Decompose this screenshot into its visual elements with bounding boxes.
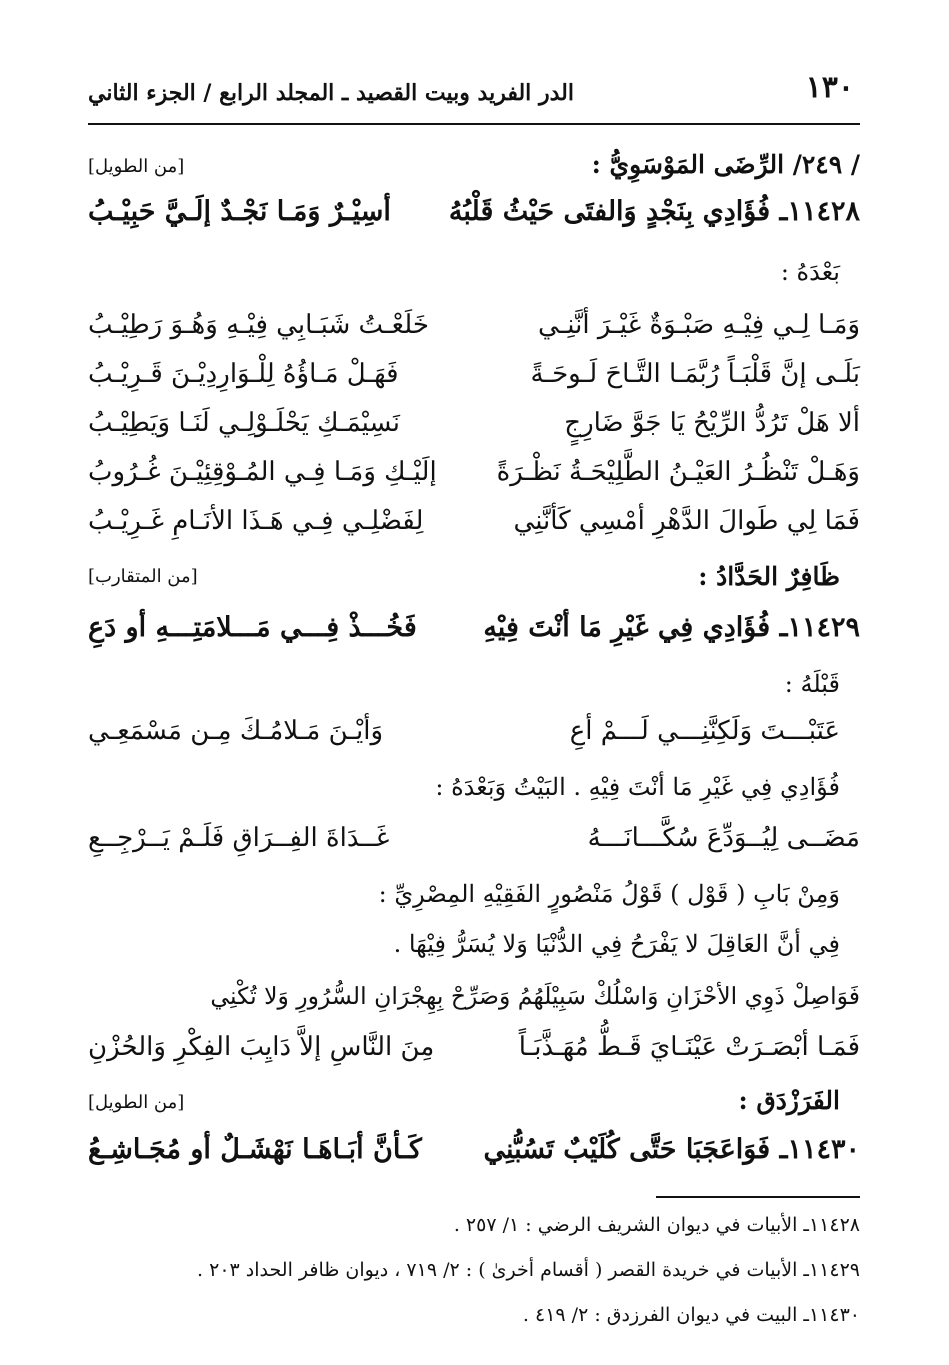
hemistich-first: ١١٤٣٠ـ فَوَاعَجَبَا حَتَّى كُلَيْبٌ تَسُبُّنِي <box>483 1134 860 1165</box>
prose-line <box>88 982 860 1022</box>
hemistich-first: ألا هَلْ تَرُدُّ الرِّيْحُ يَا جَوَّ ضَارِجٍ <box>564 408 860 438</box>
verse-line <box>88 310 860 350</box>
poet-name: ظَافِرٌ الحَدَّادُ : <box>698 562 840 591</box>
hemistich-second: أسِيْـرٌ وَمَـا نَجْـدٌ إلَـيَّ حَبِيْـبُ <box>88 196 391 227</box>
verse-line <box>88 1032 860 1072</box>
header-rule <box>88 123 860 125</box>
poet-name: / ٢٤٩/ الرِّضَى المَوْسَوِيُّ : <box>591 150 860 179</box>
hemistich-second: وَأيْـنَ مَـلامُـكَ مِـن مَسْمَعِـي <box>88 716 384 746</box>
footnote: ١١٤٣٠ـ البيت في ديوان الفرزدق : ٢/ ٤١٩ . <box>522 1304 860 1326</box>
footnote-rule <box>656 1196 860 1198</box>
hemistich-second: لِفَضْلِـي فِـي هَـذَا الأنَـامِ غَـرِيْـبُ <box>88 506 424 536</box>
footnote: ١١٤٢٩ـ الأبيات في خريدة القصر ( أقسام أخرىٰ ) : ٢/ ٧١٩ ، ديوان ظافر الحداد ٢٠٣ . <box>197 1259 860 1281</box>
verse-line <box>88 823 860 863</box>
footnote: ١١٤٢٨ـ الأبيات في ديوان الشريف الرضي : ١/ ٢٥٧ . <box>453 1214 860 1236</box>
prose-text: فِي أنَّ العَاقِلَ لا يَفْرَحُ فِي الدُّنْيَا وَلا يُسَرُّ فِيْهَا . <box>393 930 840 958</box>
verse-line <box>88 716 860 756</box>
hemistich-second: فَخُـــذْ فِـــي مَـــلامَتِـــهِ أو دَعِ <box>88 612 417 643</box>
verse-line <box>88 1134 860 1174</box>
prose-text: وَمِنْ بَابِ ( قَوْل ) قَوْلُ مَنْصُورٍ الفَقِيْهِ المِصْرِيِّ : <box>378 880 840 908</box>
label-line <box>88 670 860 710</box>
poet-heading <box>88 562 860 602</box>
hemistich-first: ١١٤٢٩ـ فُؤَادِي فِي غَيْرِ مَا أنْتَ فِيْهِ <box>483 612 860 643</box>
hemistich-second: غَــدَاةَ الفِــرَاقِ فَلَـمْ يَــرْجِــعِ <box>88 823 390 853</box>
poet-heading <box>88 1086 860 1126</box>
hemistich-second: إلَيْـكِ وَمَـا فِـي المُـوْقِئِيْـنَ غُـرُوبُ <box>88 457 437 487</box>
hemistich-first: ١١٤٢٨ـ فُؤَادِي بِنَجْدٍ وَالفتَى حَيْثُ قَلْبُهُ <box>448 196 860 227</box>
running-title: الدر الفريد وبيت القصيد ـ المجلد الرابع / الجزء الثاني <box>88 80 574 106</box>
before-label: قَبْلَهُ : <box>784 670 840 698</box>
hemistich-first: فَمَـا أبْصَـرَتْ عَيْنَـايَ قَـطُّ مُهَـذَّبَـاً <box>518 1032 860 1062</box>
hemistich-second: كَـأنَّ أبَـاهَـا نَهْشَـلٌ أو مُجَـاشِـعُ <box>88 1134 422 1165</box>
hemistich-first: وَمَـا لِـي فِيْـهِ صَبْـوَةٌ غَيْـرَ أنَّنِـي <box>538 310 860 340</box>
prose-text: فَوَاصِلْ ذَوِي الأحْزَانِ وَاسْلُكْ سَبِيْلَهُمُ وَصَرِّحْ بِهِجْرَانِ السُّرُورِ وَلا تُكْنِي <box>210 982 860 1010</box>
verse-line <box>88 408 860 448</box>
meter-label: [من المتقارب] <box>88 566 198 587</box>
verse-line <box>88 196 860 236</box>
prose-text: فُؤَادِي فِي غَيْرِ مَا أنْتَ فِيْهِ . البَيْتُ وَبَعْدَهُ : <box>435 773 840 801</box>
verse-line <box>88 359 860 399</box>
prose-line <box>88 773 860 813</box>
after-label: بَعْدَهُ : <box>780 258 840 286</box>
poet-heading <box>88 150 860 190</box>
verse-line <box>88 457 860 497</box>
meter-label: [من الطويل] <box>88 156 185 177</box>
hemistich-first: مَضَــى لِيُــوَدِّعَ سُكَّـــانَـــهُ <box>587 823 860 853</box>
hemistich-second: نَسِيْمَـكِ يَحْلَـوْلِـي لَنَـا وَيَطِيْـبُ <box>88 408 400 438</box>
hemistich-first: عَتَبْـــتَ وَلَكِنَّنِـــي لَـــمْ أعِ <box>569 716 840 746</box>
meter-label: [من الطويل] <box>88 1092 185 1113</box>
prose-line <box>88 930 860 970</box>
hemistich-first: وَهَـلْ تَنْظُـرُ العَيْـنُ الطَّلِيْحَـةُ نَظْـرَةً <box>496 457 860 487</box>
verse-line <box>88 506 860 546</box>
label-line <box>88 258 860 298</box>
verse-line <box>88 612 860 652</box>
hemistich-second: خَلَعْـتُ شَبَـابِي فِيْـهِ وَهُـوَ رَطِيْـبُ <box>88 310 429 340</box>
prose-line <box>88 880 860 920</box>
hemistich-second: مِنَ النَّاسِ إلاَّ دَايِبَ الفِكْرِ وَالحُزْنِ <box>88 1032 435 1062</box>
hemistich-first: بَلَـى إنَّ قَلْبَـاً رُبَّمَـا التَّـاحَ لَـوحَـةً <box>530 359 860 389</box>
hemistich-first: فَمَا لِي طَوالَ الدَّهْرِ أمْسِي كَأنَّنِي <box>513 506 860 536</box>
page-number: ١٣٠ <box>805 70 854 105</box>
hemistich-second: فَهَـلْ مَـاؤُهُ لِلْـوَارِدِيْـنَ قَـرِيْـبُ <box>88 359 399 389</box>
poet-name: الفَرَزْدَق : <box>738 1086 840 1115</box>
